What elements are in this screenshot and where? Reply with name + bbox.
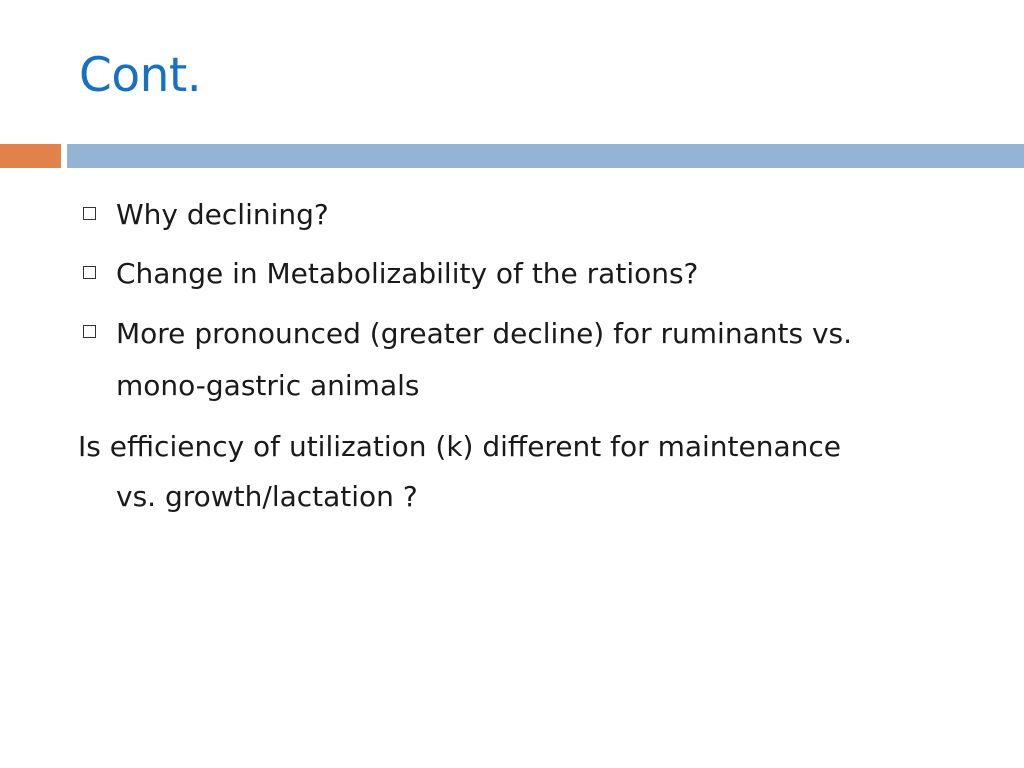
bullet-text-continuation: mono-gastric animals	[116, 369, 420, 402]
square-bullet-icon	[83, 325, 96, 338]
slide-content	[78, 190, 998, 522]
paragraph-line: Is efficiency of utilization (k) different for maintenance	[78, 430, 842, 463]
slide-title: Cont.	[79, 48, 202, 103]
bullet-item	[78, 249, 998, 298]
bullet-item	[78, 308, 998, 412]
question-paragraph	[78, 422, 998, 522]
square-bullet-icon	[83, 266, 96, 279]
paragraph-line-continuation: vs. growth/lactation ?	[116, 480, 418, 513]
title-underline-bar	[67, 144, 1024, 168]
bullet-text: Change in Metabolizability of the rations?	[116, 257, 699, 290]
accent-bar	[0, 144, 61, 168]
bullet-text: More pronounced (greater decline) for ruminants vs.	[116, 317, 853, 350]
bullet-item	[78, 190, 998, 239]
bullet-text: Why declining?	[116, 198, 329, 231]
square-bullet-icon	[83, 207, 96, 220]
